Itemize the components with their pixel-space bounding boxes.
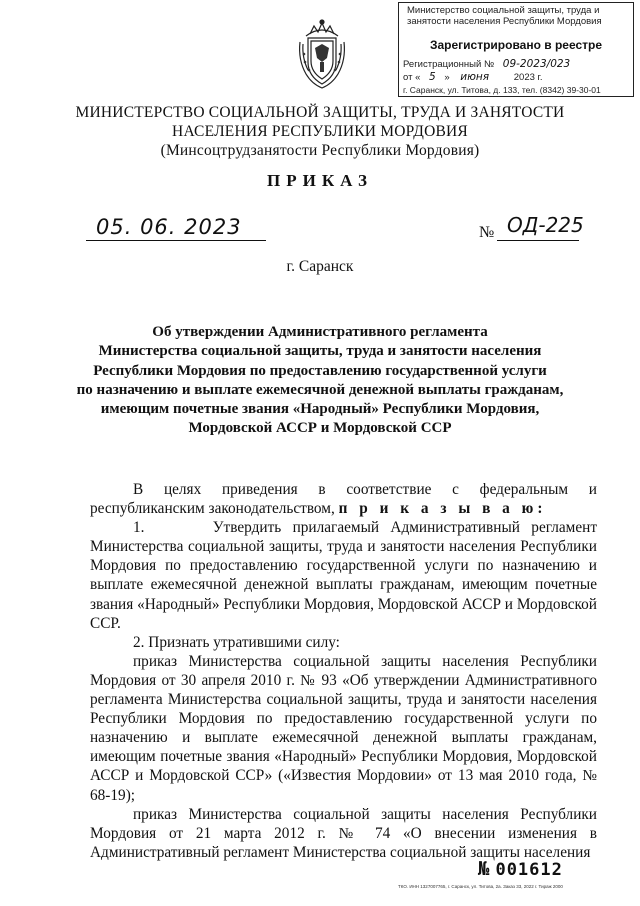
intro-paragraph: [90, 480, 597, 518]
stamp-date-prefix: от «: [403, 72, 421, 83]
subject-line: Министерства социальной защиты, труда и занятости населения: [98, 343, 542, 360]
number-underline: [497, 240, 579, 241]
stamp-title: Зарегистрировано в реестре: [429, 38, 603, 52]
subject-line: Республики Мордовия по предоставлению государственной услуги: [93, 362, 547, 379]
subject-line: имеющим почетные звания «Народный» Республики Мордовия,: [100, 401, 540, 418]
order-city: г. Саранск: [286, 258, 354, 275]
order-body: [90, 480, 597, 862]
item-2: 2. Признать утратившими силу:: [133, 633, 340, 651]
stamp-organization: [399, 3, 633, 27]
serial-value: 001612: [495, 860, 563, 880]
order-verb: п р и к а з ы в а ю:: [338, 500, 547, 518]
order-date: 05. 06. 2023: [96, 215, 242, 239]
item-2a: приказ Министерства социальной защиты населения Республики Мордовия от 30 апреля 2010 г. № 93 «Об утверждении Административного регламента Министерства социальной защиты, труда и занятости населения Республики Мордовия по предоставлению государственной услуги по назначению и выплате ежемесячной денежной выплаты гражданам, имеющим почетные звания «Народный» Республики Мордовия, Мордовской АССР и Мордовской ССР» («Известия Мордовии» от 13 мая 2010 года, № 68-19);: [90, 652, 597, 804]
stamp-date-day: 5: [429, 71, 436, 83]
document-type-title: ПРИКАЗ: [267, 171, 373, 190]
subject-line: Мордовской АССР и Мордовской ССР: [188, 420, 452, 437]
stamp-org-line1: Министерство социальной защиты, труда и: [407, 5, 600, 16]
item-2b: приказ Министерства социальной защиты населения Республики Мордовия от 21 марта 2012 г. № 74 «О внесении изменения в Административный регламент Министерства социальной защиты населения: [90, 805, 597, 861]
stamp-reg-number: 09-2023/023: [502, 58, 571, 70]
stamp-date-month: июня: [460, 71, 490, 83]
subject-line: Об утверждении Административного регламента: [152, 324, 488, 340]
intro-text: В целях приведения в соответствие с федеральным и республиканским законодательством,: [90, 481, 597, 518]
stamp-reg-label: Регистрационный №: [403, 59, 495, 70]
date-underline: [86, 240, 266, 241]
order-number-prefix: №: [479, 224, 495, 241]
serial-prefix: №: [478, 858, 490, 880]
subject-line: по назначению и выплате ежемесячной денежной выплаты гражданам,: [76, 381, 564, 398]
registration-stamp: [398, 2, 634, 97]
coat-of-arms-icon: [296, 14, 348, 92]
order-subject: [72, 323, 568, 439]
ministry-name-line2: НАСЕЛЕНИЯ РЕСПУБЛИКИ МОРДОВИЯ: [172, 123, 468, 140]
printer-footnote: ТКО. ИНН 1327007765, г. Саранск, ул. Титова, 2а. Заказ 33, 2022 г. Тираж 2000: [398, 884, 563, 889]
stamp-address: г. Саранск, ул. Титова, д. 133, тел. (8342) 39-30-01: [403, 85, 601, 95]
ministry-name-line1: МИНИСТЕРСТВО СОЦИАЛЬНОЙ ЗАЩИТЫ, ТРУДА И ЗАНЯТОСТИ: [75, 104, 565, 121]
item-1: 1. Утвердить прилагаемый Административный регламент Министерства социальной защиты, труда и занятости населения Республики Мордовия по предоставлению государственной услуги по назначению и выплате ежемесячной денежной выплаты гражданам, имеющим почетные звания «Народный» Республики Мордовия, Мордовской АССР и Мордовской ССР.: [90, 519, 597, 632]
stamp-date-mid: »: [444, 72, 450, 83]
stamp-reg-row: [399, 58, 633, 71]
blank-serial-number: [478, 858, 563, 880]
order-number: ОД-225: [507, 213, 584, 237]
stamp-org-line2: занятости населения Республики Мордовия: [407, 16, 602, 27]
ministry-short-name: (Минсоцтрудзанятости Республики Мордовия): [160, 142, 480, 159]
stamp-date-row: [399, 71, 633, 84]
stamp-date-year: 2023 г.: [513, 72, 543, 83]
